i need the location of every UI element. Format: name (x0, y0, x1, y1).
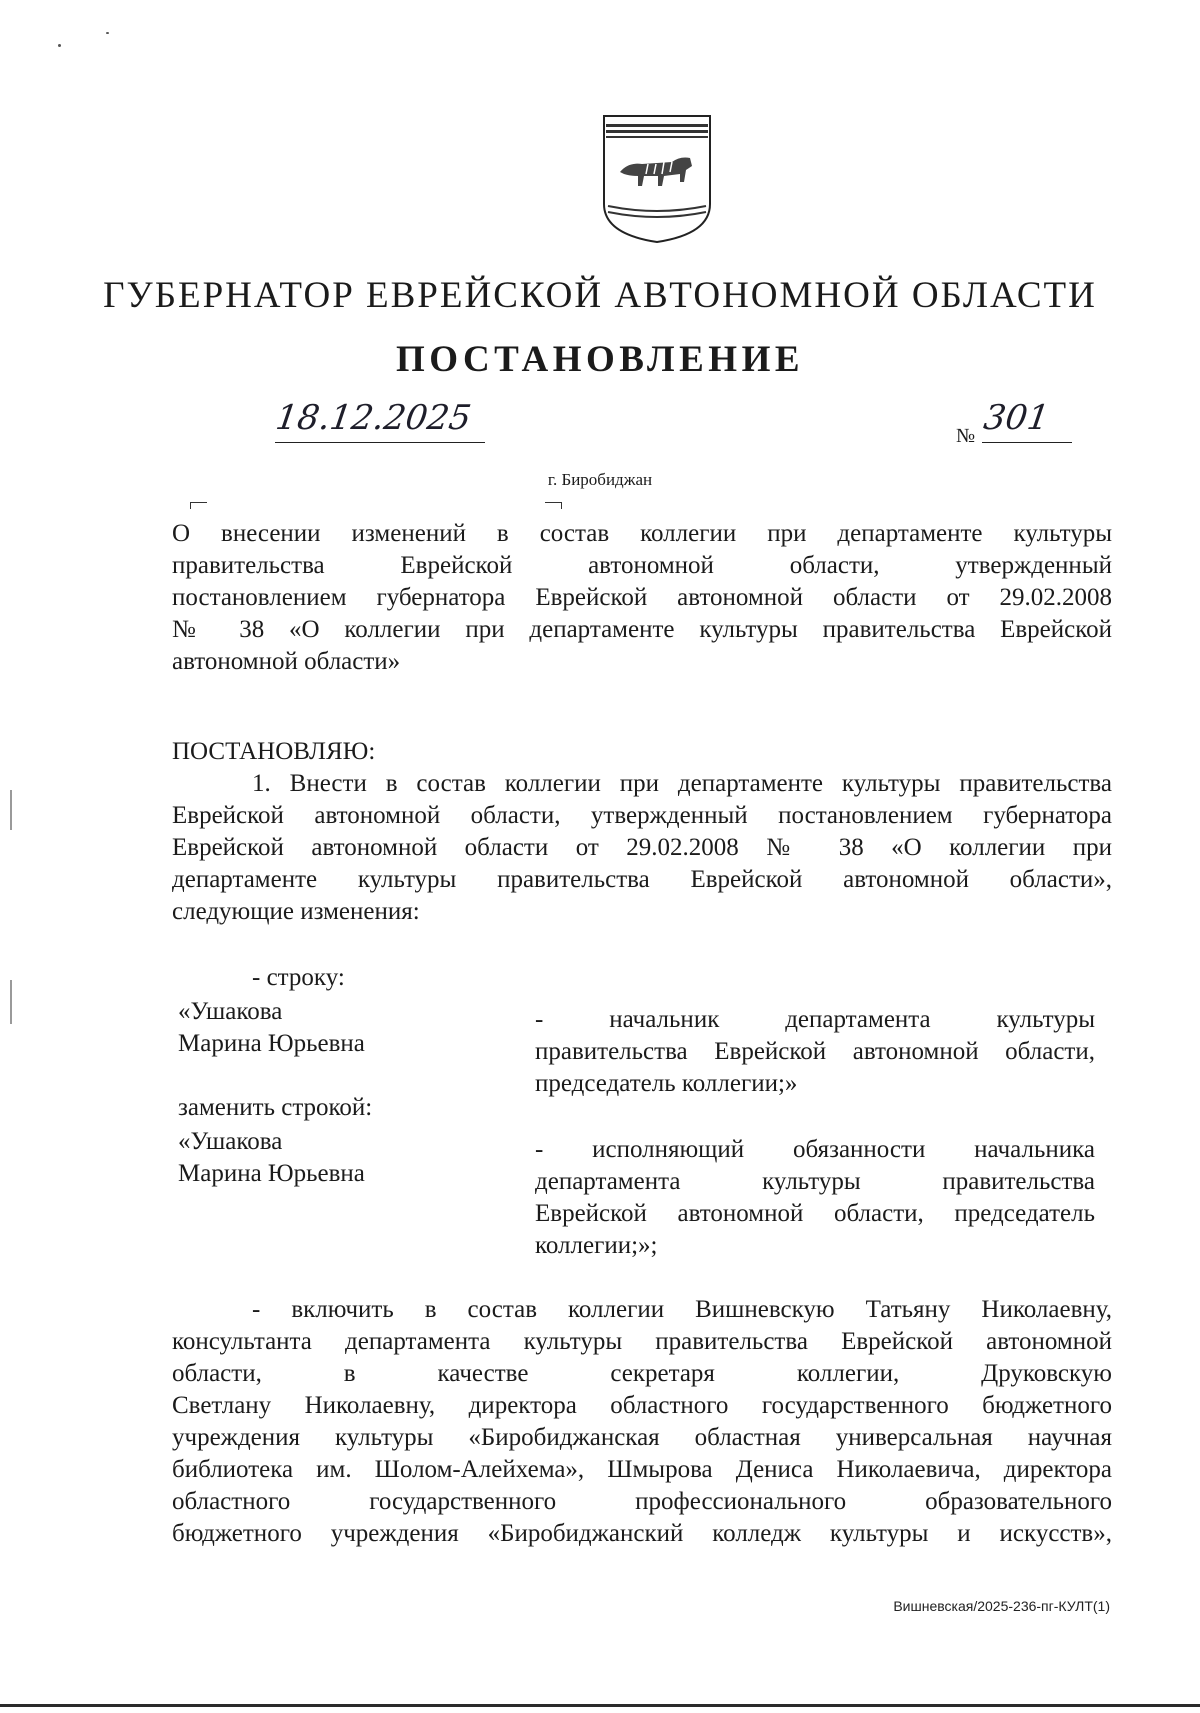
row-label: - строку: (252, 964, 345, 991)
old-entry-description (535, 1004, 1095, 1100)
name-line: Марина Юрьевна (178, 1160, 365, 1187)
decree-word: ПОСТАНОВЛЯЮ: (172, 738, 376, 765)
item-1-line: департаменте культуры правительства Еврейской автономной области», (172, 866, 1112, 893)
replace-label: заменить строкой: (178, 1094, 373, 1121)
scan-speck (106, 32, 109, 34)
include-paragraph (172, 1294, 1112, 1550)
city-line: г. Биробиджан (547, 470, 653, 489)
name-line: Марина Юрьевна (178, 1030, 365, 1057)
include-line: консультанта департамента культуры правительства Еврейской автономной (172, 1328, 1112, 1355)
description-line: департамента культуры правительства (535, 1168, 1095, 1195)
number-underline (982, 442, 1072, 443)
scan-edge-mark (10, 790, 12, 830)
title-line: № 38 «О коллегии при департаменте культуры правительства Еврейской (172, 616, 1112, 643)
include-line: - включить в состав коллегии Вишневскую Татьяну Николаевну, (252, 1296, 1112, 1323)
new-entry-description (535, 1134, 1095, 1262)
item-1-line: Еврейской автономной области от 29.02.2008 № 38 «О коллегии при (172, 834, 1112, 861)
title-corner-left (190, 502, 207, 509)
description-line: - начальник департамента культуры (535, 1006, 1095, 1033)
handwritten-number: 301 (981, 398, 1052, 438)
handwritten-date: 18.12.2025 (273, 398, 474, 438)
document-type-heading: ПОСТАНОВЛЕНИЕ (395, 339, 805, 380)
scan-edge-mark (10, 980, 12, 1024)
title-line: постановлением губернатора Еврейской автономной области от 29.02.2008 (172, 584, 1112, 611)
scan-bottom-edge (0, 1704, 1200, 1707)
item-1-line: 1. Внести в состав коллегии при департаменте культуры правительства (252, 770, 1112, 797)
item-1-line: Еврейской автономной области, утвержденный постановлением губернатора (172, 802, 1112, 829)
name-line: «Ушакова (178, 998, 283, 1025)
description-line: Еврейской автономной области, председатель (535, 1200, 1095, 1227)
issuer-heading: ГУБЕРНАТОР ЕВРЕЙСКОЙ АВТОНОМНОЙ ОБЛАСТИ (103, 275, 1097, 316)
number-sign: № (956, 425, 976, 447)
old-entry-name (178, 996, 478, 1060)
include-line: бюджетного учреждения «Биробиджанский колледж культуры и искусств», (172, 1520, 1112, 1547)
document-title (172, 518, 1112, 678)
title-line: автономной области» (172, 648, 401, 675)
description-line: председатель коллегии;» (535, 1070, 798, 1097)
description-line: коллегии;»; (535, 1232, 658, 1259)
scan-speck (58, 44, 61, 47)
document-code: Вишневская/2025-236-пг-КУЛТ(1) (893, 1598, 1110, 1614)
include-line: областного государственного профессионального образовательного (172, 1488, 1112, 1515)
name-line: «Ушакова (178, 1128, 283, 1155)
coat-of-arms-tiger-icon (600, 112, 714, 244)
include-line: библиотека им. Шолом-Алейхема», Шмырова Дениса Николаевича, директора (172, 1456, 1112, 1483)
title-line: О внесении изменений в состав коллегии при департаменте культуры (172, 520, 1112, 547)
description-line: - исполняющий обязанности начальника (535, 1136, 1095, 1163)
include-line: Светлану Николаевну, директора областного государственного бюджетного (172, 1392, 1112, 1419)
item-1-paragraph (172, 768, 1112, 928)
date-underline (275, 442, 485, 443)
title-line: правительства Еврейской автономной области, утвержденный (172, 552, 1112, 579)
include-line: учреждения культуры «Биробиджанская областная универсальная научная (172, 1424, 1112, 1451)
include-line: области, в качестве секретаря коллегии, Друковскую (172, 1360, 1112, 1387)
item-1-line: следующие изменения: (172, 898, 420, 925)
new-entry-name (178, 1126, 478, 1190)
title-corner-right (545, 502, 562, 509)
description-line: правительства Еврейской автономной области, (535, 1038, 1095, 1065)
